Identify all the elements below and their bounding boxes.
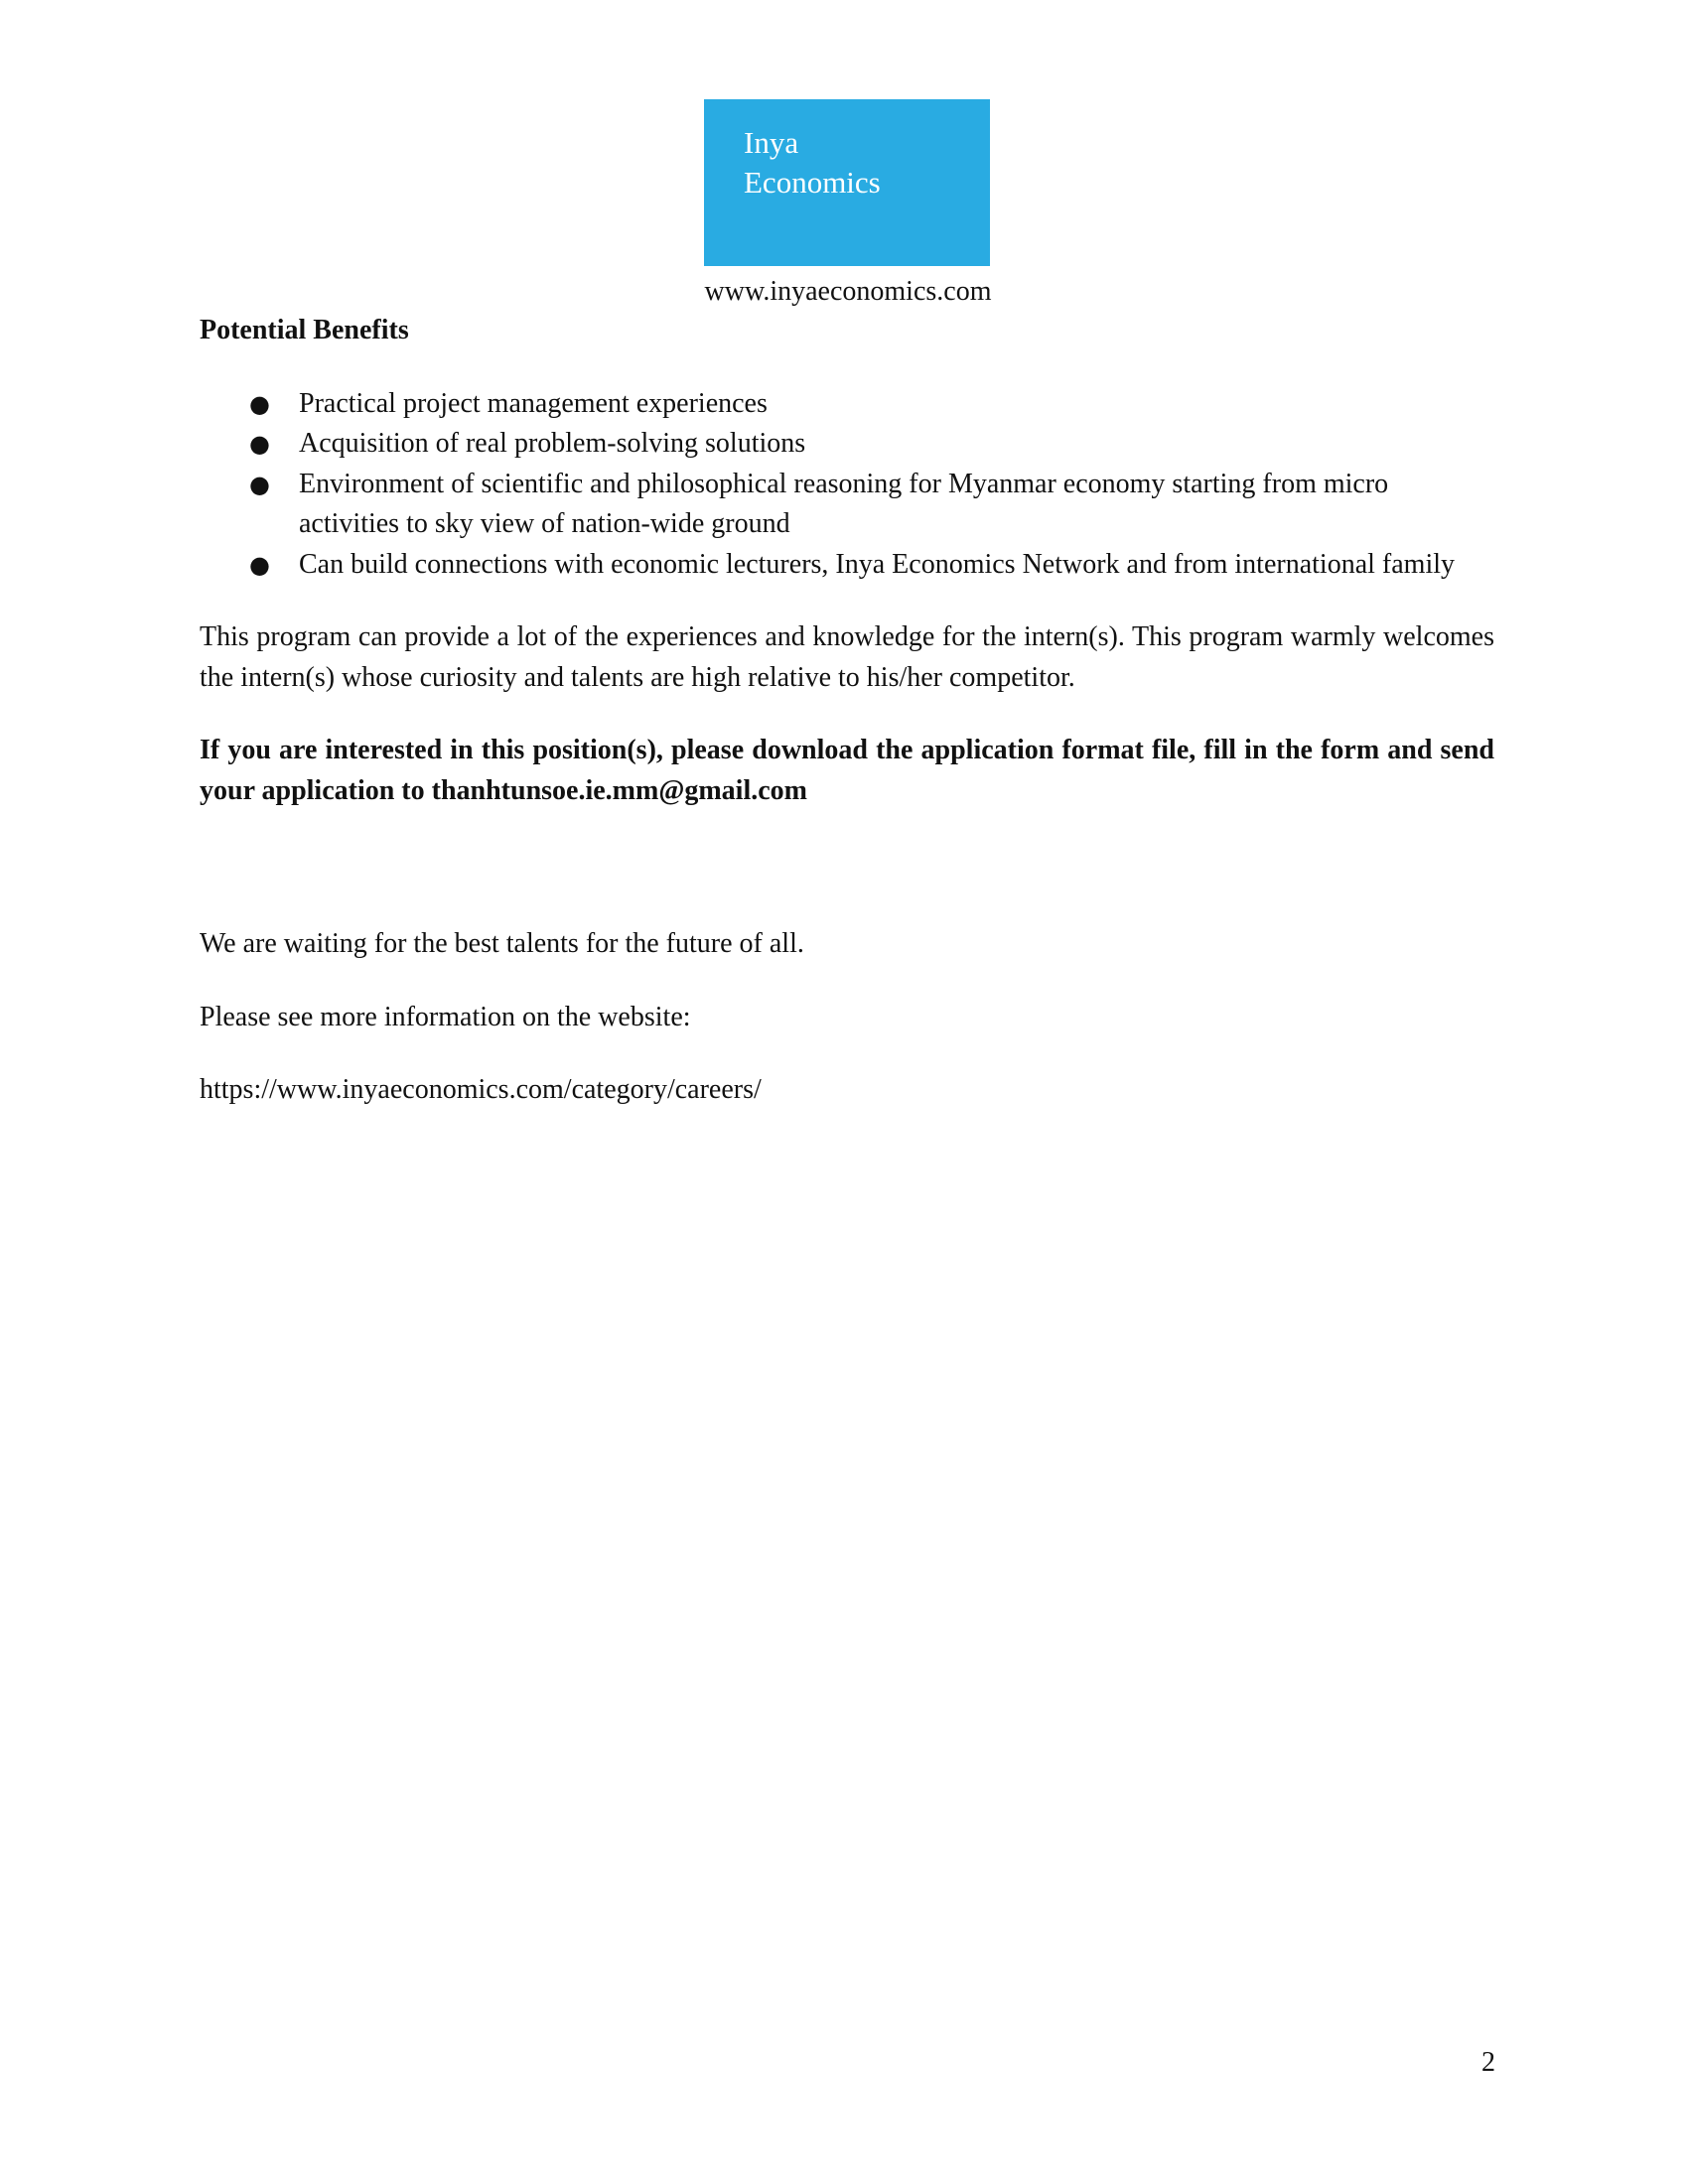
benefit-text: Can build connections with economic lecturers, Inya Economics Network and from international family xyxy=(299,548,1455,580)
benefit-text: Practical project management experiences xyxy=(299,387,768,419)
program-paragraph: This program can provide a lot of the experiences and knowledge for the intern(s). This program warmly welcomes the intern(s) whose curiosity and talents are high relative to his/her competitor. xyxy=(200,621,1494,693)
list-item xyxy=(200,465,1494,545)
benefits-list xyxy=(200,384,1494,586)
section-heading: Potential Benefits xyxy=(200,315,409,345)
inya-economics-logo xyxy=(704,99,990,266)
logo-text-line1: Inya xyxy=(744,125,799,160)
bullet-icon: ● xyxy=(249,550,270,579)
bullet-icon: ● xyxy=(249,430,270,458)
header-website-url: www.inyaeconomics.com xyxy=(704,276,992,307)
benefit-text: Acquisition of real problem-solving solutions xyxy=(299,428,806,459)
see-more-text: Please see more information on the website: xyxy=(200,1001,691,1032)
waiting-text: We are waiting for the best talents for the future of all. xyxy=(200,928,804,959)
list-item xyxy=(200,424,1494,465)
bullet-icon: ● xyxy=(249,470,270,498)
list-item xyxy=(200,384,1494,425)
application-instructions: If you are interested in this position(s), please download the application format file, fill in the form and send your application to thanhtunsoe.ie.mm@gmail.com xyxy=(200,735,1494,806)
bullet-icon: ● xyxy=(249,389,270,418)
page-number: 2 xyxy=(1481,2047,1495,2078)
list-item xyxy=(200,545,1494,586)
logo-text-line2: Economics xyxy=(744,165,881,200)
page-content xyxy=(200,311,1494,1144)
careers-link[interactable]: https://www.inyaeconomics.com/category/careers/ xyxy=(200,1074,762,1105)
benefit-text: Environment of scientific and philosophical reasoning for Myanmar economy starting from micro activities to sky view of nation-wide ground xyxy=(299,468,1389,539)
